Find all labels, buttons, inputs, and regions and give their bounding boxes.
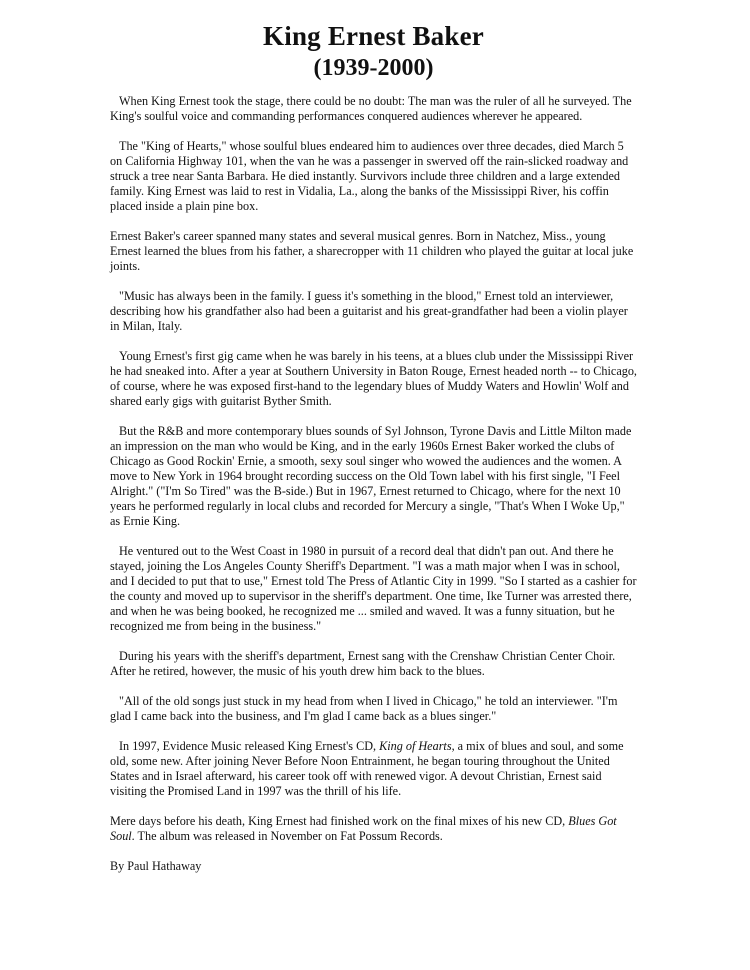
paragraph-family-music: "Music has always been in the family. I guess it's something in the blood," Ernest told an interviewer, describing how his grandfather also had been a guitarist and his great-grandfather had been a violin player in Milan, Italy. (110, 289, 628, 333)
paragraph-final-after: . The album was released in November on Fat Possum Records. (131, 829, 443, 843)
album-title-blues-got-soul: Blues Got Soul (110, 814, 617, 843)
paragraph-death: The "King of Hearts," whose soulful blues endeared him to audiences over three decades, died March 5 on California Highway 101, when the van he was a passenger in swerved off the rain-slicked roadway and struck a tree near Santa Barbara. He died instantly. Survivors include three children and a large extended family. King Ernest was laid to rest in Vidalia, La., along the banks of the Mississippi River, his coffin placed inside a plain pine box. (110, 139, 629, 213)
paragraph-final (110, 814, 637, 844)
document-subtitle: (1939-2000) (313, 55, 434, 81)
paragraph-rnb: But the R&B and more contemporary blues sounds of Syl Johnson, Tyrone Davis and Little Milton made an impression on the man who would be King, and in the early 1960s Ernest Baker worked the clubs of Chicago as Good Rockin' Ernie, a smooth, sexy soul singer who wowed the audiences and the women. A move to New York in 1964 brought recording success on the Old Town label with his first single, "I Feel Alright." ("I'm So Tired" was the B-side.) But in 1967, Ernest returned to Chicago, where for the next 10 years he performed regularly in local clubs and recorded for Mercury a single, "That's When I Woke Up," as Ernie King. (110, 424, 632, 528)
paragraph-west-coast: He ventured out to the West Coast in 1980 in pursuit of a record deal that didn't pan out. And there he stayed, joining the Los Angeles County Sheriff's Department. "I was a math major when I was in school, and I decided to put that to use," Ernest told The Press of Atlantic City in 1999. "So I started as a cashier for the county and moved up to supervisor in the sheriff's department. One time, Ike Turner was arrested there, and when he was being booked, he recognized me ... smiled and waved. It was a funny situation, but he recognized me from being in the business." (110, 544, 637, 633)
album-title-king-of-hearts: King of Hearts (379, 739, 452, 753)
paragraph-evidence-music (110, 739, 637, 799)
paragraph-sheriff: During his years with the sheriff's department, Ernest sang with the Crenshaw Christian Center Choir. After he retired, however, the music of his youth drew him back to the blues. (110, 649, 616, 678)
article-body (110, 94, 637, 874)
byline: By Paul Hathaway (110, 859, 202, 873)
paragraph-final-before: Mere days before his death, King Ernest had finished work on the final mixes of his new CD, (110, 814, 569, 828)
paragraph-career: Ernest Baker's career spanned many states and several musical genres. Born in Natchez, Miss., young Ernest learned the blues from his father, a sharecropper with 11 children who played the guitar at local juke joints. (110, 229, 634, 273)
paragraph-evidence-before: In 1997, Evidence Music released King Ernest's CD, (119, 739, 380, 753)
paragraph-old-songs: "All of the old songs just stuck in my head from when I lived in Chicago," he told an interviewer. "I'm glad I came back into the business, and I'm glad I came back as a blues singer." (110, 694, 618, 723)
paragraph-intro: When King Ernest took the stage, there could be no doubt: The man was the ruler of all he surveyed. The King's soulful voice and commanding performances conquered audiences wherever he appeared. (110, 94, 632, 123)
paragraph-first-gig: Young Ernest's first gig came when he was barely in his teens, at a blues club under the Mississippi River he had sneaked into. After a year at Southern University in Baton Rouge, Ernest headed north -- to Chicago, of course, where he was exposed first-hand to the legendary blues of Muddy Waters and Howlin' Wolf and shared early gigs with guitarist Byther Smith. (110, 349, 637, 408)
document-title: King Ernest Baker (263, 21, 484, 51)
paragraph-evidence-after: , a mix of blues and soul, and some old, some new. After joining Never Before Noon Entrainment, he began touring throughout the United States and in Israel afterward, his career took off with renewed vigor. A devout Christian, Ernest said visiting the Promised Land in 1997 was the thrill of his life. (110, 739, 624, 798)
